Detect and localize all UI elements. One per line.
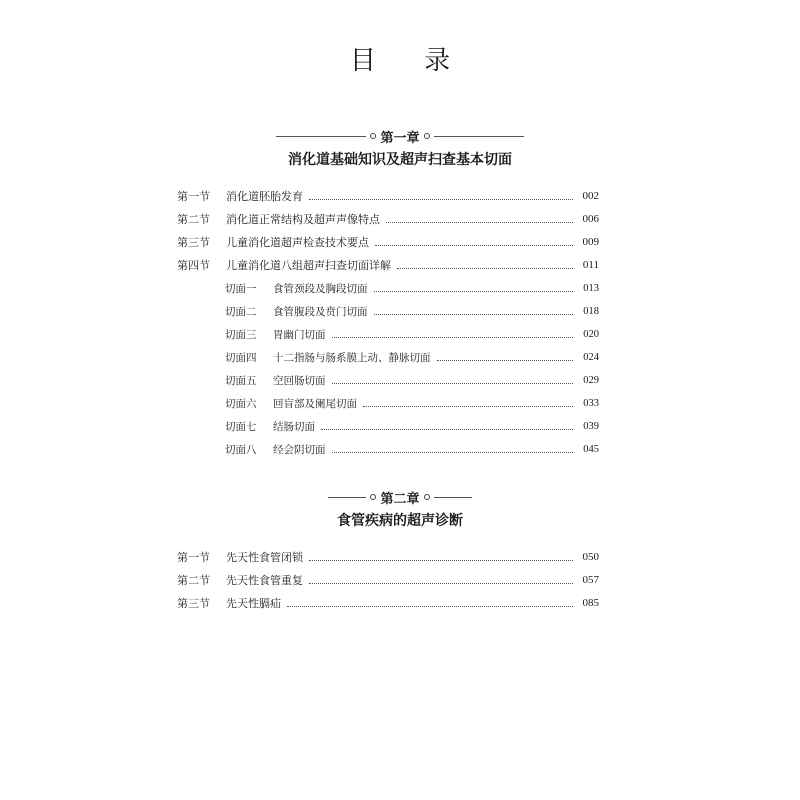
section-number: 第三节 (177, 597, 210, 610)
dot-leader (375, 245, 573, 246)
page-number: 020 (583, 328, 599, 340)
section-title: 消化道正常结构及超声声像特点 (226, 213, 380, 226)
toc-entry[interactable] (177, 257, 599, 273)
toc-subentry[interactable] (177, 303, 599, 319)
toc-entry[interactable] (177, 234, 599, 250)
decorative-rule (328, 497, 366, 498)
decorative-rule (434, 136, 524, 137)
toc-entry[interactable] (177, 211, 599, 227)
page-number: 024 (583, 351, 599, 363)
subsection-title: 回盲部及阑尾切面 (273, 397, 357, 410)
toc-subentry[interactable] (177, 280, 599, 296)
page-number: 009 (582, 236, 599, 248)
chapter-label: 第一章 (380, 130, 420, 146)
section-number: 第二节 (177, 574, 210, 587)
toc-subentry[interactable] (177, 418, 599, 434)
dot-leader (332, 337, 574, 338)
dot-leader (309, 583, 573, 584)
section-number: 第四节 (177, 259, 210, 272)
subsection-number: 切面五 (225, 374, 257, 387)
section-title: 消化道胚胎发育 (226, 190, 303, 203)
ornament-dot-icon (370, 494, 376, 500)
dot-leader (363, 406, 573, 407)
ornament-dot-icon (370, 133, 376, 139)
section-number: 第三节 (177, 236, 210, 249)
subsection-title: 经会阴切面 (273, 443, 326, 456)
subsection-number: 切面二 (225, 305, 257, 318)
subsection-title: 食管腹段及贲门切面 (273, 305, 368, 318)
toc-subentry[interactable] (177, 441, 599, 457)
subsection-number: 切面八 (225, 443, 257, 456)
page-number: 018 (583, 305, 599, 317)
page-number: 006 (582, 213, 599, 225)
subsection-title: 食管颈段及胸段切面 (273, 282, 368, 295)
toc-subentry[interactable] (177, 326, 599, 342)
page-number: 039 (583, 420, 599, 432)
section-number: 第二节 (177, 213, 210, 226)
subsection-number: 切面七 (225, 420, 257, 433)
dot-leader (309, 560, 573, 561)
section-title: 儿童消化道超声检查技术要点 (226, 236, 369, 249)
decorative-rule (434, 497, 472, 498)
page-number: 002 (582, 190, 599, 202)
dot-leader (321, 429, 573, 430)
page-title: 目 录 (349, 46, 471, 76)
toc-entry[interactable] (177, 595, 599, 611)
ornament-dot-icon (424, 494, 430, 500)
dot-leader (332, 383, 574, 384)
page-number: 011 (582, 259, 599, 271)
dot-leader (386, 222, 573, 223)
subsection-number: 切面三 (225, 328, 257, 341)
section-number: 第一节 (177, 190, 210, 203)
section-title: 先天性膈疝 (226, 597, 281, 610)
page-number: 057 (582, 574, 599, 586)
dot-leader (309, 199, 573, 200)
dot-leader (397, 268, 573, 269)
subsection-title: 胃幽门切面 (273, 328, 326, 341)
dot-leader (374, 291, 574, 292)
page-number: 085 (582, 597, 599, 609)
toc-subentry[interactable] (177, 395, 599, 411)
section-title: 儿童消化道八组超声扫查切面详解 (226, 259, 391, 272)
section-title: 先天性食管重复 (226, 574, 303, 587)
subsection-title: 结肠切面 (273, 420, 315, 433)
subsection-number: 切面四 (225, 351, 257, 364)
chapter-1-header (0, 127, 800, 169)
dot-leader (287, 606, 573, 607)
section-number: 第一节 (177, 551, 210, 564)
dot-leader (332, 452, 574, 453)
subsection-number: 切面一 (225, 282, 257, 295)
subsection-title: 十二指肠与肠系膜上动、静脉切面 (273, 351, 431, 364)
page-number: 033 (583, 397, 599, 409)
page-number: 029 (583, 374, 599, 386)
toc-entry[interactable] (177, 572, 599, 588)
dot-leader (374, 314, 574, 315)
toc-entry[interactable] (177, 188, 599, 204)
toc-subentry[interactable] (177, 349, 599, 365)
dot-leader (437, 360, 574, 361)
chapter-label: 第二章 (380, 491, 420, 507)
subsection-title: 空回肠切面 (273, 374, 326, 387)
toc-subentry[interactable] (177, 372, 599, 388)
decorative-rule (276, 136, 366, 137)
ornament-dot-icon (424, 133, 430, 139)
chapter-title: 食管疾病的超声诊断 (337, 513, 463, 529)
toc-entry[interactable] (177, 549, 599, 565)
page-number: 013 (583, 282, 599, 294)
chapter-title: 消化道基础知识及超声扫查基本切面 (288, 152, 512, 168)
subsection-number: 切面六 (225, 397, 257, 410)
page-number: 050 (582, 551, 599, 563)
chapter-2-header (0, 488, 800, 530)
section-title: 先天性食管闭锁 (226, 551, 303, 564)
page-number: 045 (583, 443, 599, 455)
